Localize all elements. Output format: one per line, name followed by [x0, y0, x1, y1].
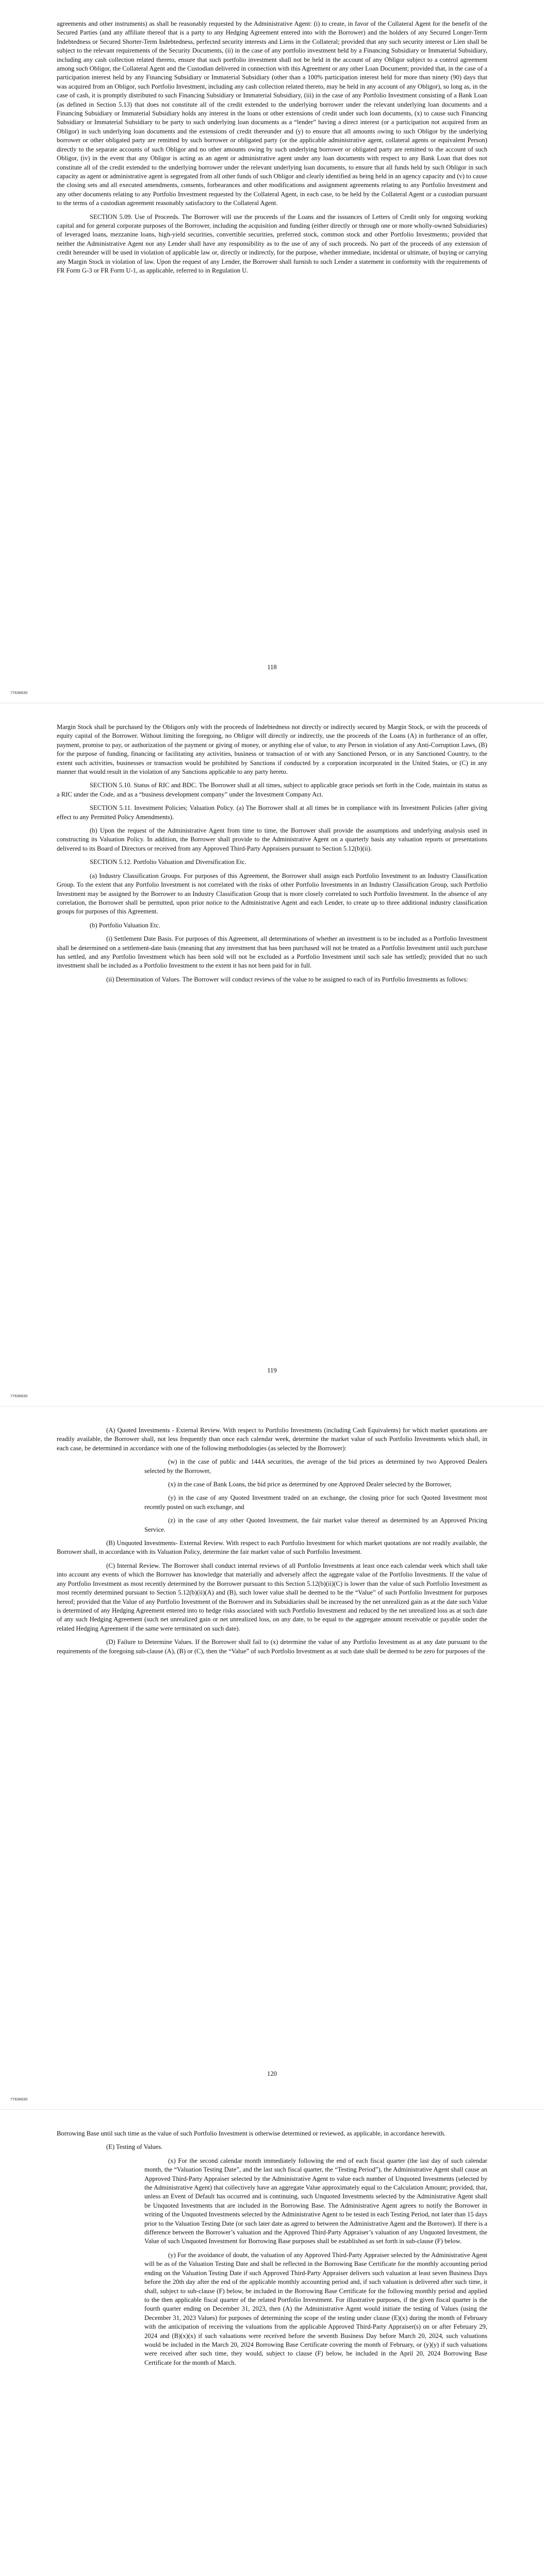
paragraph: (A) Quoted Investments - External Review. With respect to Portfolio Investments (including Cash Equivalents) for which market quotations are readily available, the Borrower shall, not less frequently than once each calendar week, determine the market value of such Portfolio Investments which shall, in each case, be determined in accordance with one of the following methodologies (as selected by the Borrower): [57, 1427, 487, 1452]
paragraph: (ii) Determination of Values. The Borrower will conduct reviews of the value to be assigned to each of its Portfolio Investments as follows: [106, 975, 468, 983]
document-reference: 77636630 [10, 1394, 28, 1398]
page-number: 120 [267, 2070, 277, 2077]
document-reference: 77636630 [10, 690, 28, 695]
document-page [0, 0, 544, 703]
section-heading-paragraph: SECTION 5.11. Investment Policies; Valuation Policy. (a) The Borrower shall at all times be in compliance with its Investment Policies (after giving effect to any Permitted Policy Amendments). [57, 804, 487, 821]
document-page [0, 1406, 544, 2110]
list-item: (y) For the avoidance of doubt, the valuation of any Approved Third-Party Appraiser selected by the Administrative Agent will be as of the Valuation Testing Date and shall be reflected in the Borrowing Base Certificate for the monthly accounting period ending on the Valuation Testing Date if such Approved Third-Party Appraiser delivers such valuation at least seven Business Days before the 20th day after the end of the applicable monthly accounting period and, if such valuation is delivered after such time, it shall, subject to sub-clause (F) below, be included in the Borrowing Base Certificate for the following monthly period and applied to the then applicable fiscal quarter of the related Portfolio Investment. For illustrative purposes, if the given fiscal quarter is the fourth quarter ending on December 31, 2023, then (A) the Administrative Agent would initiate the testing of Values (using the December 31, 2023 Values) for purposes of determining the scope of the testing under clause (E)(x) during the month of February with the anticipation of receiving the valuations from the applicable Approved Third-Party Appraiser(s) on or after February 29, 2024 and (B)(x)(x) if such valuations were received before the seventh Business Day before March 20, 2024, such valuations would be included in the March 20, 2024 Borrowing Base Certificate covering the month of February, or (y)(y) if such valuations were received after such time, they would, subject to clause (F) below, be included in the April 20, 2024 Borrowing Base Certificate for the month of March. [144, 2251, 487, 2366]
list-item: (x) in the case of Bank Loans, the bid price as determined by one Approved Dealer selected by the Borrower, [168, 1481, 452, 1488]
list-item: (z) in the case of any other Quoted Investment, the fair market value thereof as determined by an Approved Pricing Service. [144, 1517, 487, 1533]
section-heading: SECTION 5.12. Portfolio Valuation and Diversification Etc. [90, 858, 246, 866]
page-number: 119 [267, 1367, 277, 1374]
section-heading-paragraph: SECTION 5.09. Use of Proceeds. The Borrower will use the proceeds of the Loans and the issuances of Letters of Credit only for ongoing working capital and for general corporate purposes of the Borrower, including the acquisition and funding (either directly or through one or more wholly-owned Subsidiaries) of leveraged loans, mezzanine loans, high-yield securities, convertible securities, preferred stock, common stock and other Portfolio Investments; provided that neither the Administrative Agent nor any Lender shall have any responsibility as to the use of any of such proceeds. No part of the proceeds of any extension of credit hereunder will be used in violation of applicable law or, directly or indirectly, for the purpose, whether immediate, incidental or ultimate, of buying or carrying any Margin Stock in violation of law. Upon the request of any Lender, the Borrower shall furnish to such Lender a statement in conformity with the requirements of FR Form G-3 or FR Form U-1, as applicable, referred to in Regulation U. [57, 213, 487, 274]
paragraph: (D) Failure to Determine Values. If the Borrower shall fail to (x) determine the value of any Portfolio Investment as at any date pursuant to the requirements of the foregoing sub-clause (A), (B) or (C), then the “Value” of such Portfolio Investment as at such date shall be deemed to be zero for purposes of the [57, 1638, 487, 1655]
document-page [0, 703, 544, 1406]
paragraph: (C) Internal Review. The Borrower shall conduct internal reviews of all Portfolio Investments at least once each calendar week which shall take into account any events of which the Borrower has knowledge that materially and adversely affect the aggregate value of the Portfolio Investments. If the value of any Portfolio Investment as most recently determined by the Borrower pursuant to this Section 5.12(b)(ii)(C) is lower than the value of such Portfolio Investment as most recently determined pursuant to Section 5.12(b)(ii)(A) and (B), such lower value shall be deemed to be the “Value” of such Portfolio Investment for purposes hereof; provided that the Value of any Portfolio Investment of the Borrower and its Subsidiaries shall be increased by the net unrealized gain as at the date such Value is determined of any Hedging Agreement entered into to hedge risks associated with such Portfolio Investment and reduced by the net unrealized loss as at such date of any such Hedging Agreement (such net unrealized gain or net unrealized loss, on any date, to be equal to the aggregate amount receivable or payable under the related Hedging Agreement if the same were terminated on such date). [57, 1562, 487, 1632]
subsection-heading: (E) Testing of Values. [106, 2143, 163, 2151]
paragraph: (b) Upon the request of the Administrative Agent from time to time, the Borrower shall provide the assumptions and underlying analysis used in constructing its Valuation Policy. In addition, the Borrower shall provide to the Administrative Agent on a quarterly basis any valuation reports or presentations delivered to its Board of Directors or received from any Approved Third-Party Appraisers pursuant to Section 5.12(b)(ii). [57, 827, 487, 852]
subsection-heading: (b) Portfolio Valuation Etc. [90, 921, 160, 929]
list-item: (w) in the case of public and 144A securities, the average of the bid prices as determined by two Approved Dealers selected by the Borrower, [144, 1458, 487, 1475]
paragraph: (B) Unquoted Investments- External Review. With respect to each Portfolio Investment for which market quotations are not readily available, the Borrower shall, in accordance with its Valuation Policy, determine the fair market value of such Portfolio Investment. [57, 1539, 487, 1556]
paragraph: Borrowing Base until such time as the value of such Portfolio Investment is otherwise determined or reviewed, as applicable, in accordance herewith. [57, 2130, 446, 2137]
paragraph: (i) Settlement Date Basis. For purposes of this Agreement, all determinations of whether an investment is to be included as a Portfolio Investment shall be determined on a settlement-date basis (meaning that any investment that has been purchased will not be treated as a Portfolio Investment until such purchase has settled, and any Portfolio Investment which has been sold will not be excluded as a Portfolio Investment until such sale has settled); provided that no such investment shall be included as a Portfolio Investment to the extent it has not been paid for in full. [57, 935, 487, 970]
list-item: (x) For the second calendar month immediately following the end of each fiscal quarter (the last day of such calendar month, the “Valuation Testing Date”, and the last such fiscal quarter, the “Testing Period”), the Administrative Agent shall cause an Approved Third-Party Appraiser selected by the Administrative Agent to value each number of Unquoted Investments (selected by the Administrative Agent) that collectively have an aggregate Value approximately equal to the Calculation Amount; provided, that, unless an Event of Default has occurred and is continuing, such Unquoted Investments selected by the Administrative Agent shall be Unquoted Investments that are included in the Borrowing Base. The Administrative Agent agrees to notify the Borrower in writing of the Unquoted Investments selected by the Administrative Agent to be tested in each Testing Period, not later than 15 days prior to the Valuation Testing Date (or such later date as agreed to between the Administrative Agent and the Borrower). If there is a difference between the Borrower’s valuation and the Approved Third-Party Appraiser’s valuation of any Unquoted Investment, the Value of such Unquoted Investment for Borrowing Base purposes shall be established as set forth in sub-clause (F) below. [144, 2157, 487, 2245]
list-item: (y) in the case of any Quoted Investment traded on an exchange, the closing price for such Quoted Investment most recently posted on such exchange, and [144, 1494, 487, 1511]
paragraph: agreements and other instruments) as shall be reasonably requested by the Administrative Agent: (i) to create, in favor of the Collateral Agent for the benefit of the Secured Parties (and any affiliate thereof that is a party to any Hedging Agreement entered into with the Borrower) and the holders of any Secured Longer-Term Indebtedness or Secured Shorter-Term Indebtedness, perfected security interests and Liens in the Collateral; provided that any such security interest or Lien shall be subject to the relevant requirements of the Security Documents, (ii) in the case of any portfolio investment held by a Financing Subsidiary or Immaterial Subsidiary, including any cash collection related thereto, ensure that such portfolio investment shall not be held in the account of any Obligor subject to a control agreement among such Obligor, the Collateral Agent and the Custodian delivered in connection with this Agreement or any other Loan Document; provided that, in the case of a participation interest held by any Financing Subsidiary or Immaterial Subsidiary (other than a 100% participation interest held for more than ninety (90) days that was acquired from an Obligor, such Portfolio Investment, including any cash collection related thereto, may be held in any account of any Obligor), so long as, in the case of cash, it is promptly distributed to such Financing Subsidiary or Immaterial Subsidiary, (iii) in the case of any Portfolio Investment consisting of a Bank Loan (as defined in Section 5.13) that does not constitute all of the credit extended to the underlying borrower under the relevant underlying loan documents and a Financing Subsidiary or Immaterial Subsidiary holds any interest in the loans or other extensions of credit under such loan documents, (x) to cause such Financing Subsidiary or Immaterial Subsidiary to be party to such underlying loan documents as a “lender” having a direct interest (or a participation not acquired from an Obligor) in such underlying loan documents and the extensions of credit thereunder and (y) to ensure that all amounts owing to such Obligor by the underlying borrower or other obligated party are remitted by such borrower or obligated party (or the applicable administrative agent, collateral agents or equivalent Person) directly to the separate accounts of such Obligor and no other amounts owing by such underlying borrower or obligated party are remitted to the account of such Obligor, (iv) in the event that any Obligor is acting as an agent or administrative agent under any loan documents with respect to any Bank Loan that does not constitute all of the credit extended to the underlying borrower under the relevant underlying loan documents, to ensure that all funds held by such Obligor in such capacity as agent or administrative agent is segregated from all other funds of such Obligor and clearly identified as being held in an agency capacity and (v) to cause the closing sets and all executed amendments, consents, forbearances and other modifications and assignment agreements relating to any Portfolio Investment and any other documents relating to any Portfolio Investment requested by the Collateral Agent, in each case, to be held by the Collateral Agent or a custodian pursuant to the terms of a custodian agreement reasonably satisfactory to the Collateral Agent. [57, 20, 487, 207]
paragraph: (a) Industry Classification Groups. For purposes of this Agreement, the Borrower shall assign each Portfolio Investment to an Industry Classification Group. To the extent that any Portfolio Investment is not correlated with the risks of other Portfolio Investments in an Industry Classification Group, such Portfolio Investment may be assigned by the Borrower to an Industry Classification Group that is more closely correlated to such Portfolio Investment. In the absence of any correlation, the Borrower shall be permitted, upon prior notice to the Administrative Agent and each Lender, to create up to three additional industry classification groups for purposes of this Agreement. [57, 872, 487, 916]
paragraph: Margin Stock shall be purchased by the Obligors only with the proceeds of Indebtedness not directly or indirectly secured by Margin Stock, or with the proceeds of equity capital of the Borrower. Without limiting the foregoing, no Obligor will directly or indirectly, use the proceeds of the Loans (A) in furtherance of an offer, payment, promise to pay, or authorization of the payment or giving of money, or anything else of value, to any Person in violation of any Anti-Corruption Laws, (B) for the purpose of funding, financing or facilitating any activities, business or transaction of or with any Sanctioned Person, or in any Sanctioned Country, to the extent such activities, businesses or transaction would be prohibited by Sanctions if conducted by a corporation incorporated in the United States, or (C) in any manner that would result in the violation of any Sanctions applicable to any party hereto. [57, 723, 487, 776]
document-page [0, 2110, 544, 2576]
document-reference: 77636630 [10, 2097, 28, 2102]
section-heading-paragraph: SECTION 5.10. Status of RIC and BDC. The Borrower shall at all times, subject to applicable grace periods set forth in the Code, maintain its status as a RIC under the Code, and as a “business development company” under the Investment Company Act. [57, 782, 487, 798]
page-number: 118 [267, 664, 277, 671]
